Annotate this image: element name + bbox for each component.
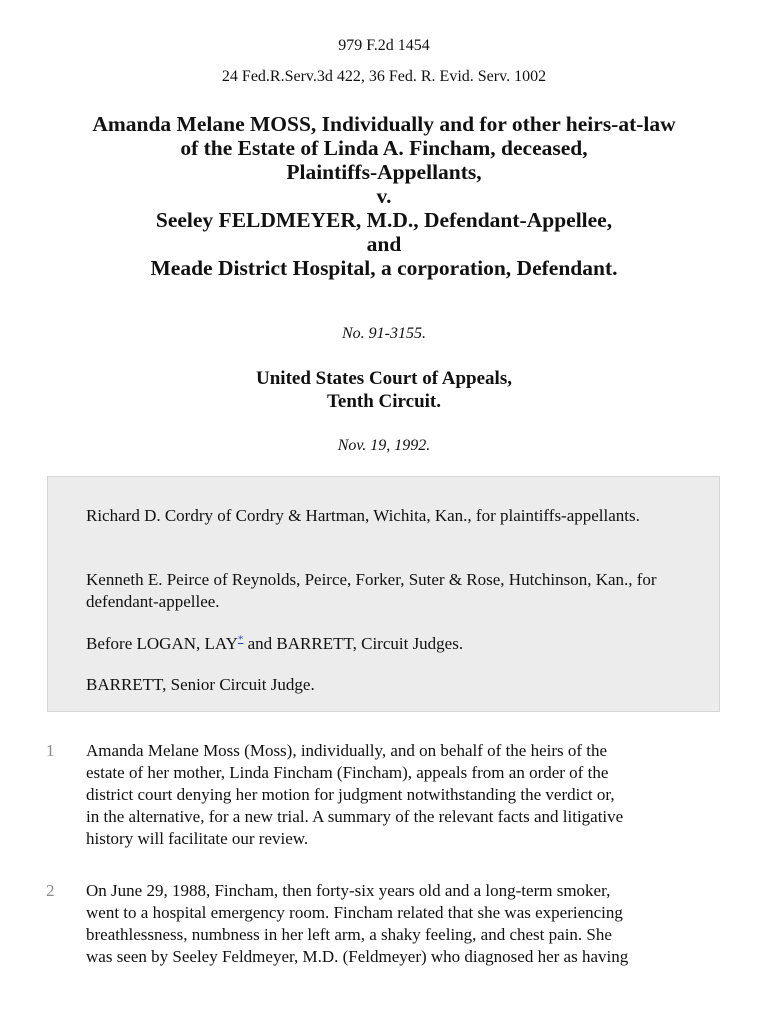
court-name-line: United States Court of Appeals, <box>256 368 512 389</box>
counsel-plaintiffs: Richard D. Cordry of Cordry & Hartman, Wichita, Kan., for plaintiffs-appellants. <box>86 506 640 525</box>
paragraph-line: in the alternative, for a new trial. A summary of the relevant facts and litigative <box>86 807 624 826</box>
court-name <box>0 367 768 413</box>
paragraph-line: Amanda Melane Moss (Moss), individually, and on behalf of the heirs of the <box>86 741 608 760</box>
paragraph-line: estate of her mother, Linda Fincham (Fincham), appeals from an order of the <box>86 763 609 782</box>
court-name-line: Tenth Circuit. <box>326 391 442 412</box>
paragraph-number: 1 <box>46 741 55 760</box>
docket-number: No. 91-3155. <box>342 325 426 342</box>
paragraph-line: district court denying her motion for judgment notwithstanding the verdict or, <box>86 785 615 804</box>
caption-line: Meade District Hospital, a corporation, Defendant. <box>150 256 618 280</box>
caption-line: Amanda Melane MOSS, Individually and for other heirs-at-law <box>92 112 676 136</box>
paragraph-line: went to a hospital emergency room. Fincham related that she was experiencing <box>86 903 623 922</box>
paragraph-line: was seen by Seeley Feldmeyer, M.D. (Feldmeyer) who diagnosed her as having <box>86 947 629 966</box>
panel-judges-prefix: Before LOGAN, LAY <box>86 634 238 653</box>
opinion-author: BARRETT, Senior Circuit Judge. <box>86 675 315 694</box>
panel-judges <box>86 633 686 655</box>
parallel-citations: 24 Fed.R.Serv.3d 422, 36 Fed. R. Evid. Serv. 1002 <box>221 68 547 85</box>
caption-line: Seeley FELDMEYER, M.D., Defendant-Appellee, <box>155 208 613 232</box>
caption-line: and <box>366 232 402 256</box>
case-caption <box>20 112 748 280</box>
paragraph-text <box>86 880 726 968</box>
paragraph-line: breathlessness, numbness in her left arm, a shaky feeling, and chest pain. She <box>86 925 612 944</box>
caption-line: Plaintiffs-Appellants, <box>286 160 482 184</box>
panel-judges-suffix: and BARRETT, Circuit Judges. <box>243 634 464 653</box>
counsel-panel <box>47 476 720 712</box>
paragraph-text <box>86 740 726 850</box>
reporter-citation: 979 F.2d 1454 <box>338 37 430 54</box>
footnote-link[interactable]: * <box>237 633 244 646</box>
paragraph-line: On June 29, 1988, Fincham, then forty-six years old and a long-term smoker, <box>86 881 611 900</box>
caption-line: v. <box>376 184 392 208</box>
paragraph-number: 2 <box>46 881 55 900</box>
decision-date: Nov. 19, 1992. <box>337 437 431 454</box>
caption-line: of the Estate of Linda A. Fincham, deceased, <box>180 136 588 160</box>
paragraph-line: history will facilitate our review. <box>86 829 309 848</box>
counsel-defendant: Kenneth E. Peirce of Reynolds, Peirce, Forker, Suter & Rose, Hutchinson, Kan., for defendant-appellee. <box>86 570 657 611</box>
